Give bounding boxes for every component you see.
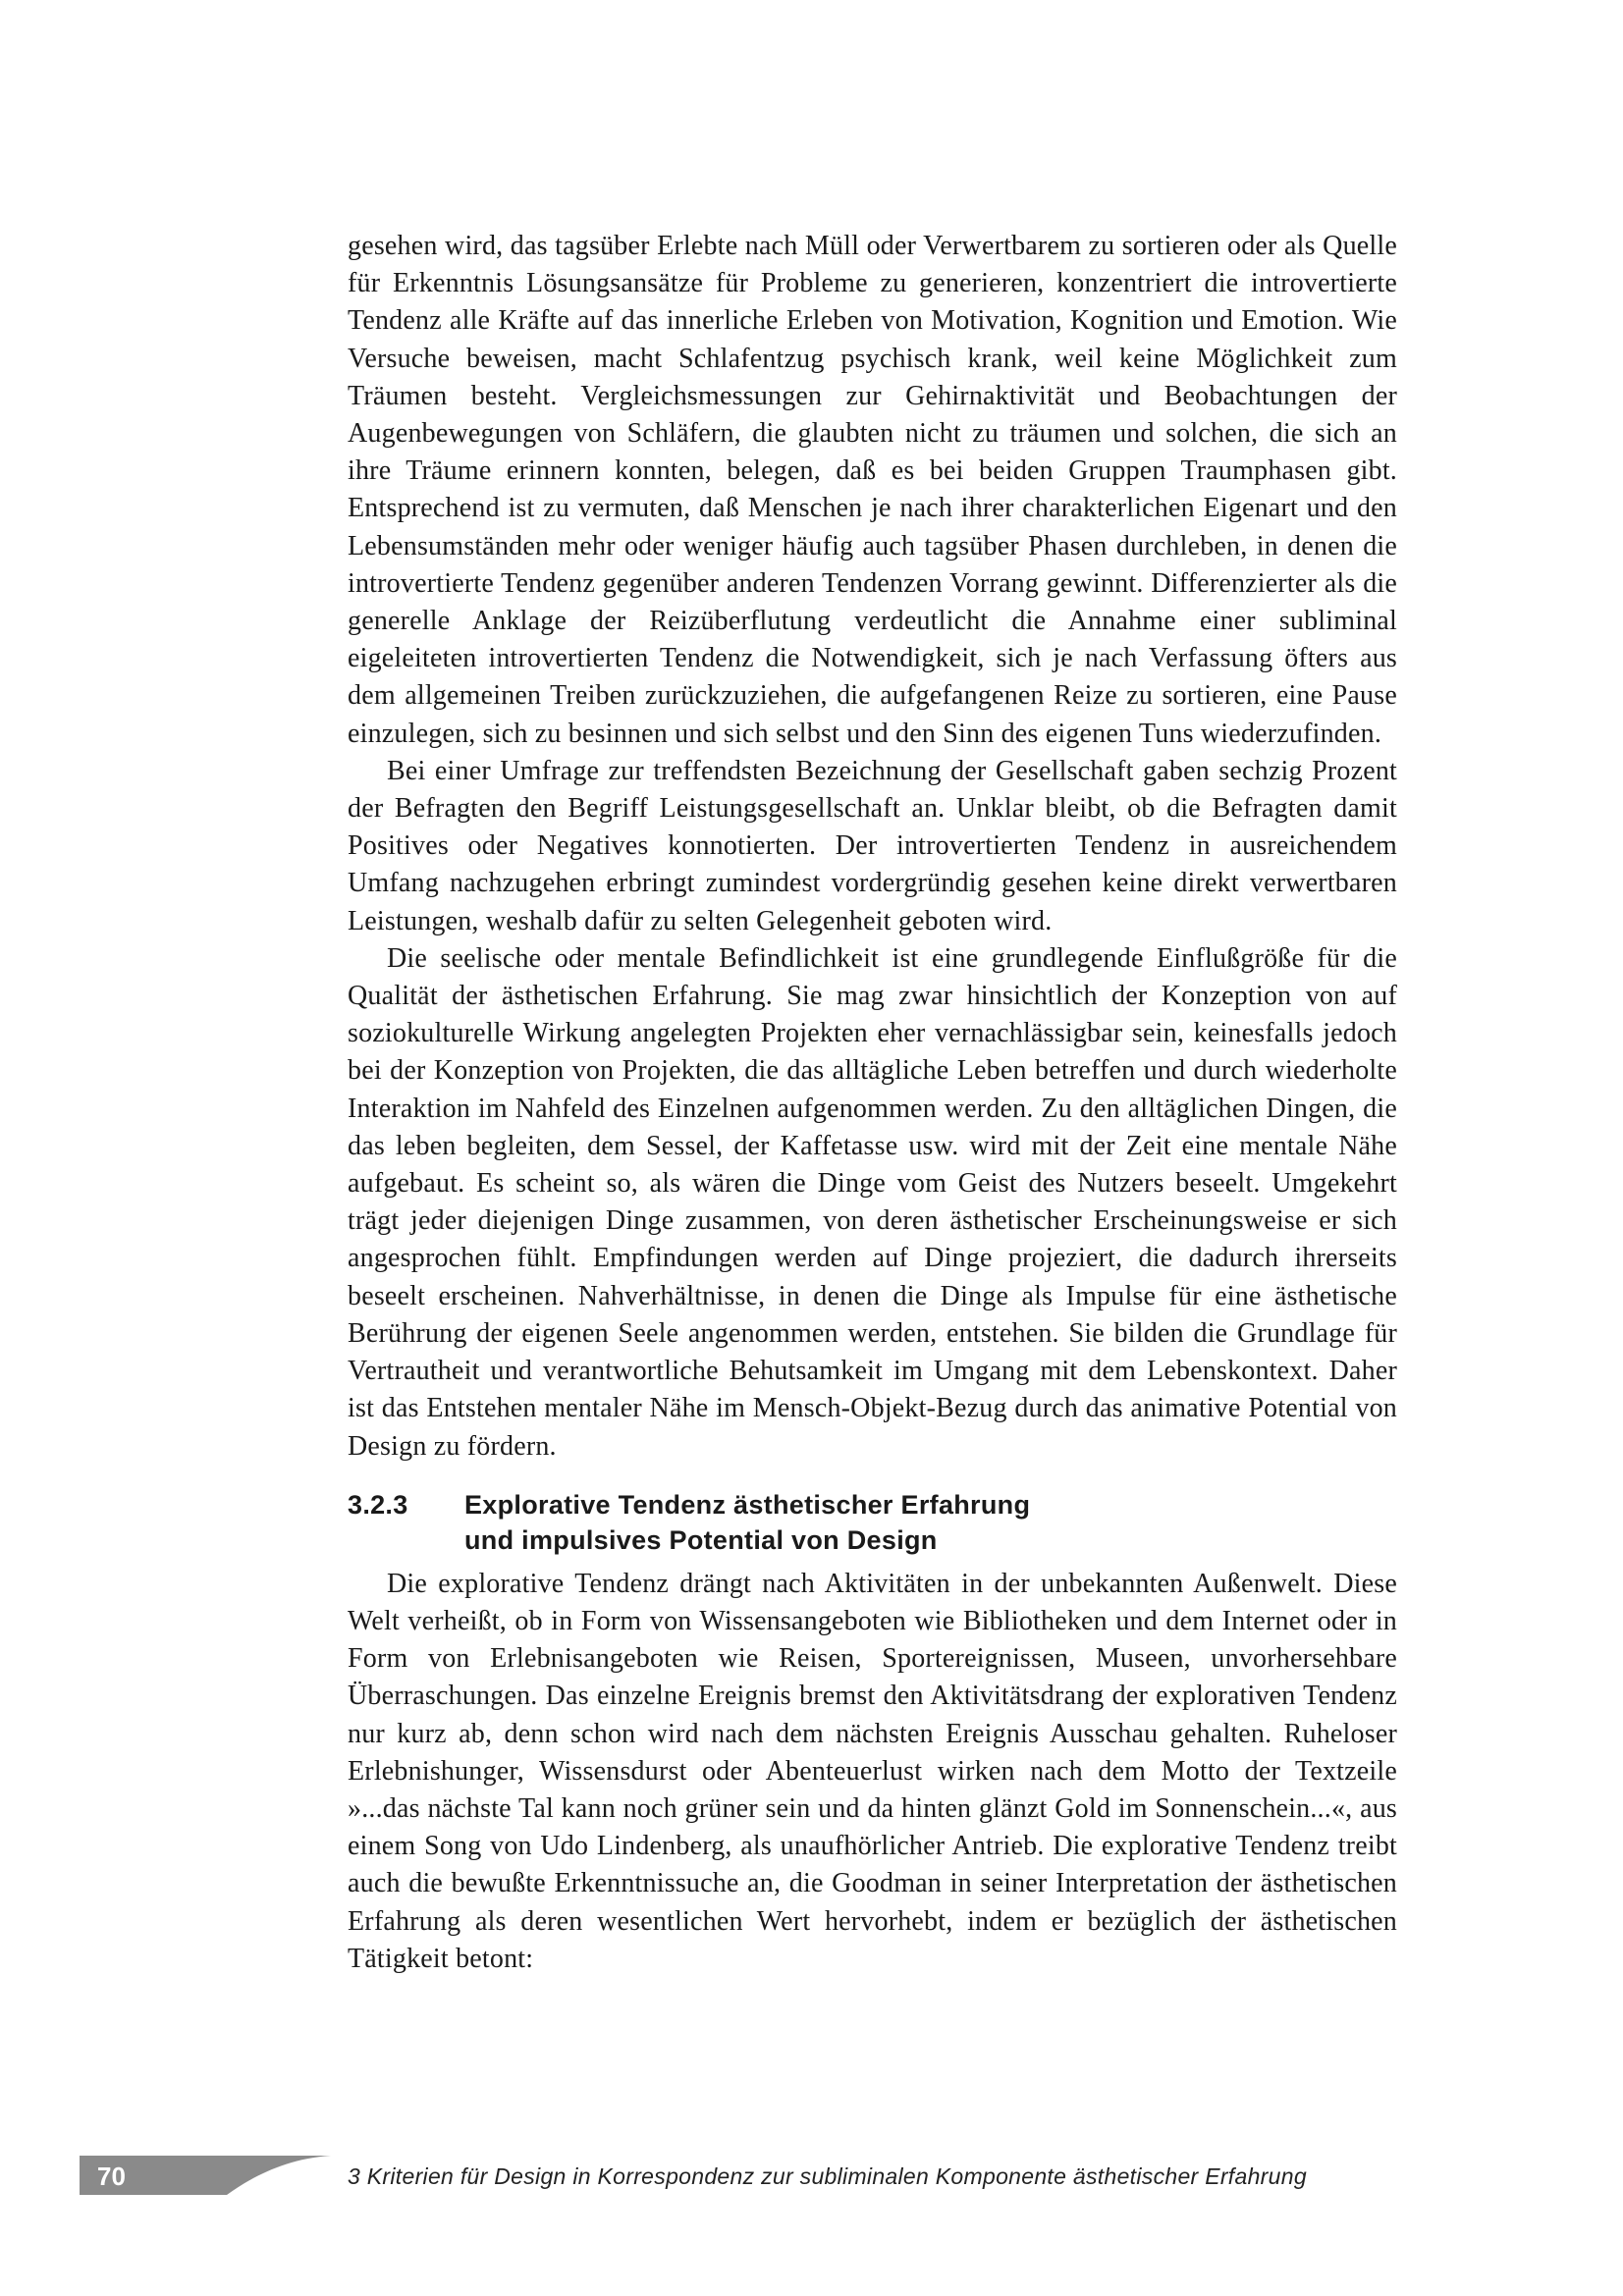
section-title-line: Explorative Tendenz ästhetischer Erfahrung <box>464 1489 1031 1520</box>
section-title <box>464 1487 1030 1558</box>
section-heading <box>348 1487 1397 1558</box>
paragraph: Die explorative Tendenz drängt nach Aktivitäten in der unbekannten Außenwelt. Diese Welt verheißt, ob in Form von Wissensangeboten wie Bibliotheken und dem Internet oder in Form von Erlebnisangeboten wie Reisen, Sportereignissen, Museen, unvorhersehbare Überraschungen. Das einzelne Ereignis bremst den Aktivitätsdrang der explorativen Tendenz nur kurz ab, denn schon wird nach dem nächsten Ereignis Ausschau gehalten. Ruheloser Erlebnishunger, Wissensdurst oder Abenteuerlust wirken nach dem Motto der Textzeile »...das nächste Tal kann noch grüner sein und da hinten glänzt Gold im Sonnenschein...«, aus einem Song von Udo Lindenberg, als unaufhörlicher Antrieb. Die explorative Tendenz treibt auch die bewußte Erkenntnissuche an, die Goodman in seiner Interpretation der ästhetischen Erfahrung als deren wesentlichen Wert hervorhebt, indem er bezüglich der ästhetischen Tätigkeit betont: <box>348 1568 1397 1974</box>
running-title: 3 Kriterien für Design in Korrespondenz zur subliminalen Komponente ästhetischer Erfahrung <box>348 2163 1307 2189</box>
page-number: 70 <box>97 2162 126 2191</box>
paragraph: Die seelische oder mentale Befindlichkeit ist eine grundlegende Einflußgröße für die Qualität der ästhetischen Erfahrung. Sie mag zwar hinsichtlich der Konzeption von auf soziokulturelle Wirkung angelegten Projekten eher vernachlässigbar sein, keinesfalls jedoch bei der Konzeption von Projekten, die das alltägliche Leben betreffen und durch wiederholte Interaktion im Nahfeld des Einzelnen aufgenommen werden. Zu den alltäglichen Dingen, die das leben begleiten, dem Sessel, der Kaffetasse usw. wird mit der Zeit eine mentale Nähe aufgebaut. Es scheint so, als wären die Dinge vom Geist des Nutzers beseelt. Umgekehrt trägt jeder diejenigen Dinge zusammen, von deren ästhetischer Erscheinungsweise er sich angesprochen fühlt. Empfindungen werden auf Dinge projeziert, die dadurch ihrerseits beseelt erscheinen. Nahverhältnisse, in denen die Dinge als Impulse für eine ästhetische Berührung der eigenen Seele angenommen werden, entstehen. Sie bilden die Grundlage für Vertrautheit und verantwortliche Behutsamkeit im Umgang mit dem Lebenskontext. Daher ist das Entstehen mentaler Nähe im Mensch-Objekt-Bezug durch das animative Potential von Design zu fördern. <box>348 942 1397 1462</box>
section-number: 3.2.3 <box>348 1489 408 1520</box>
paragraph: gesehen wird, das tagsüber Erlebte nach Müll oder Verwertbarem zu sortieren oder als Quelle für Erkenntnis Lösungsansätze für Probleme zu generieren, konzentriert die introvertierte Tendenz alle Kräfte auf das innerliche Erleben von Motivation, Kognition und Emotion. Wie Versuche beweisen, macht Schlafentzug psychisch krank, weil keine Möglichkeit zum Träumen besteht. Vergleichsmessungen zur Gehirnaktivität und Beobachtungen der Augenbewegungen von Schläfern, die glaubten nicht zu träumen und solchen, die sich an ihre Träume erinnern konnten, belegen, daß es bei beiden Gruppen Traumphasen gibt. Entsprechend ist zu vermuten, daß Menschen je nach ihrer charakterlichen Eigenart und den Lebensumständen mehr oder weniger häufig auch tagsüber Phasen durchleben, in denen die introvertierte Tendenz gegenüber anderen Tendenzen Vorrang gewinnt. Differenzierter als die generelle Anklage der Reizüberflutung verdeutlicht die Annahme einer subliminal eigeleiteten introvertierten Tendenz die Notwendigkeit, sich je nach Verfassung öfters aus dem allgemeinen Treiben zurückzuziehen, die aufgefangenen Reize zu sortieren, eine Pause einzulegen, sich zu besinnen und sich selbst und den Sinn des eigenen Tuns wiederzufinden. <box>348 231 1397 749</box>
body-text <box>348 228 1397 1978</box>
page-footer <box>0 2156 1623 2199</box>
paragraph: Bei einer Umfrage zur treffendsten Bezeichnung der Gesellschaft gaben sechzig Prozent der Befragten den Begriff Leistungsgesellschaft an. Unklar bleibt, ob die Befragten damit Positives oder Negatives konnotierten. Der introvertierten Tendenz in ausreichendem Umfang nachzugehen erbringt zumindest vordergründig gesehen keine direkt verwertbaren Leistungen, weshalb dafür zu selten Gelegenheit geboten wird. <box>348 755 1397 936</box>
section-title-line: und impulsives Potential von Design <box>464 1524 938 1555</box>
